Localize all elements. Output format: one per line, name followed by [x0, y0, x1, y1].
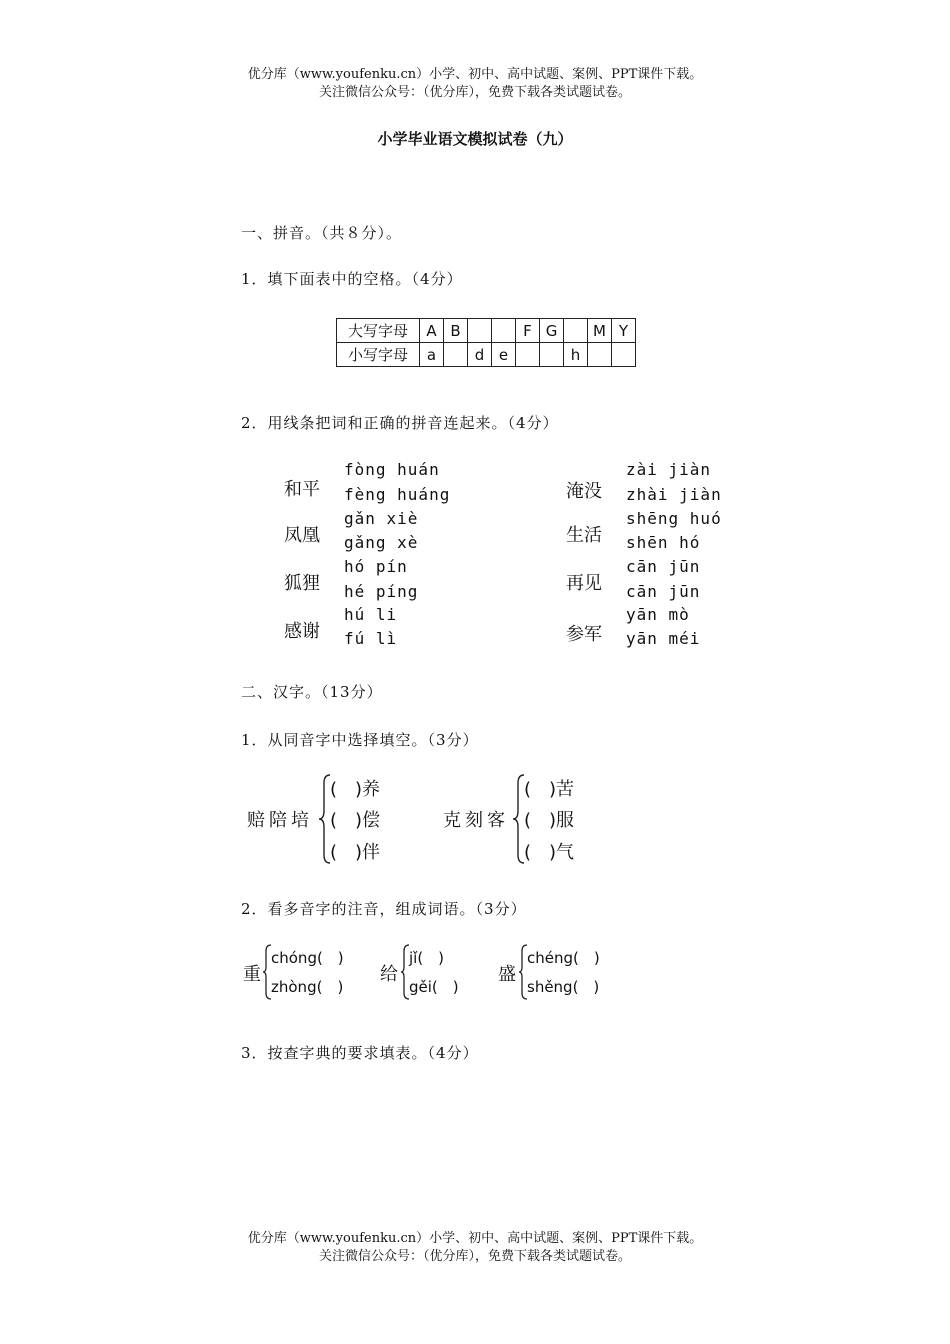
header-line-1: 优分库（www.youfenku.cn）小学、初中、高中试题、案例、PPT课件下载。 — [247, 67, 703, 82]
polyphone-option: chóng( ) — [271, 949, 344, 967]
letter-cell — [588, 343, 612, 367]
letter-cell — [540, 343, 564, 367]
pinyin-option: yān mò — [626, 605, 690, 624]
pinyin-option: fòng huán — [344, 460, 440, 479]
letter-cell: a — [420, 343, 444, 367]
question-1-1: 1．填下面表中的空格。（4分） — [241, 270, 463, 288]
polyphone-char: 重 — [243, 964, 261, 985]
section-1-heading: 一、拼音。（共８分）。 — [241, 224, 403, 242]
polyphone-option: gěi( ) — [409, 978, 459, 996]
homophone-chars: 赔陪培 — [247, 810, 313, 831]
fill-blank-option: ( )伴 — [330, 842, 381, 863]
letter-cell — [492, 319, 516, 343]
letter-cell — [444, 343, 468, 367]
pinyin-option: cān jūn — [626, 582, 701, 601]
letter-cell — [612, 343, 636, 367]
homophone-chars: 克刻客 — [443, 810, 509, 831]
letter-cell — [564, 319, 588, 343]
letter-cell: h — [564, 343, 588, 367]
polyphone-option: shěng( ) — [527, 978, 600, 996]
letter-table — [336, 318, 636, 367]
fill-blank-option: ( )服 — [524, 810, 575, 831]
pinyin-option: fú lì — [344, 629, 398, 648]
fill-blank-option: ( )养 — [330, 779, 381, 800]
page-title: 小学毕业语文模拟试卷（九） — [377, 130, 573, 148]
pinyin-option: gǎn xiè — [344, 509, 419, 528]
word-left: 凤凰 — [284, 525, 320, 546]
lowercase-row — [337, 343, 636, 367]
word-right: 参军 — [566, 624, 602, 645]
pinyin-option: hó pín — [344, 557, 408, 576]
footer-line-1: 优分库（www.youfenku.cn）小学、初中、高中试题、案例、PPT课件下载。 — [247, 1231, 703, 1246]
section-2-heading: 二、汉字。（13分） — [241, 683, 383, 701]
letter-cell: B — [444, 319, 468, 343]
letter-cell: d — [468, 343, 492, 367]
fill-blank-option: ( )偿 — [330, 810, 381, 831]
letter-cell: Y — [612, 319, 636, 343]
letter-cell: M — [588, 319, 612, 343]
letter-cell: F — [516, 319, 540, 343]
polyphone-option: zhòng( ) — [271, 978, 344, 996]
question-1-2: 2．用线条把词和正确的拼音连起来。（4分） — [241, 414, 559, 432]
pinyin-option: shēng huó — [626, 509, 722, 528]
pinyin-option: fèng huáng — [344, 485, 451, 504]
word-right: 淹没 — [566, 481, 602, 502]
polyphone-option: jǐ( ) — [409, 949, 445, 967]
pinyin-option: cān jūn — [626, 557, 701, 576]
pinyin-option: hú li — [344, 605, 398, 624]
letter-cell: e — [492, 343, 516, 367]
uppercase-label: 大写字母 — [337, 319, 420, 343]
pinyin-option: zhài jiàn — [626, 485, 722, 504]
word-right: 再见 — [566, 573, 602, 594]
question-2-1: 1．从同音字中选择填空。（3分） — [241, 731, 479, 749]
polyphone-option: chéng( ) — [527, 949, 600, 967]
fill-blank-option: ( )苦 — [524, 779, 575, 800]
word-left: 感谢 — [284, 621, 320, 642]
question-2-2: 2．看多音字的注音，组成词语。（3分） — [241, 900, 527, 918]
fill-blank-option: ( )气 — [524, 842, 575, 863]
letter-cell: A — [420, 319, 444, 343]
letter-cell — [516, 343, 540, 367]
letter-cell: G — [540, 319, 564, 343]
pinyin-option: yān méi — [626, 629, 701, 648]
polyphone-char: 给 — [380, 964, 398, 985]
word-right: 生活 — [566, 525, 602, 546]
pinyin-option: gǎng xè — [344, 533, 419, 552]
question-2-3: 3．按查字典的要求填表。（4分） — [241, 1044, 479, 1062]
lowercase-label: 小写字母 — [337, 343, 420, 367]
word-left: 和平 — [284, 479, 320, 500]
pinyin-option: shēn hó — [626, 533, 701, 552]
pinyin-option: zài jiàn — [626, 460, 712, 479]
pinyin-option: hé píng — [344, 582, 419, 601]
word-left: 狐狸 — [284, 573, 320, 594]
polyphone-char: 盛 — [498, 964, 516, 985]
header-line-2: 关注微信公众号：（优分库），免费下载各类试题试卷。 — [318, 85, 631, 100]
letter-cell — [468, 319, 492, 343]
uppercase-row — [337, 319, 636, 343]
footer-line-2: 关注微信公众号：（优分库），免费下载各类试题试卷。 — [318, 1249, 631, 1264]
